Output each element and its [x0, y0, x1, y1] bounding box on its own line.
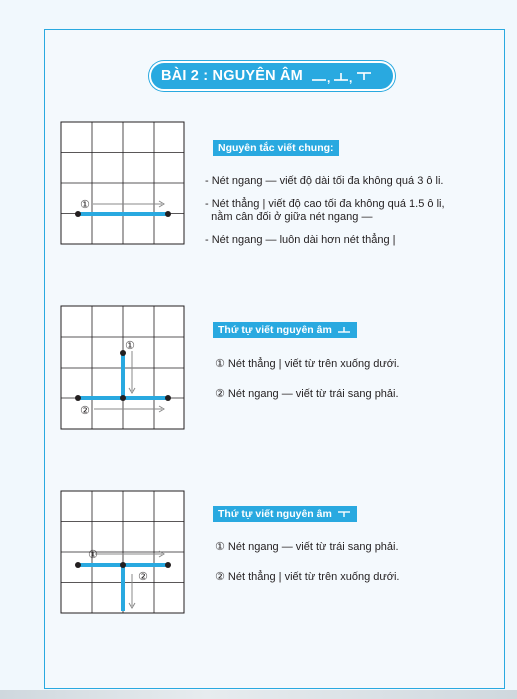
grid3-marker-1: ①	[88, 548, 98, 561]
grid-vowel-o	[60, 305, 186, 436]
vowel-o-icon	[336, 324, 352, 336]
bottom-strip	[0, 690, 517, 699]
grid2-marker-1: ①	[125, 339, 135, 352]
vowel-u-icon	[336, 508, 352, 520]
section1-line-3: nằm cân đối ở giữa nét ngang —	[205, 211, 373, 223]
section1-line-2: - Nét thẳng | viết độ cao tối đa không quá 1.5 ô li,	[205, 198, 445, 210]
grid3-marker-2: ②	[138, 570, 148, 583]
section1-line-1: - Nét ngang — viết độ dài tối đa không quá 3 ô li.	[205, 175, 444, 187]
section2-header-text: Thứ tự viết nguyên âm	[218, 324, 332, 336]
title-separator-1: ,	[326, 71, 331, 85]
lesson-title: BÀI 2 : NGUYÊN ÂM	[161, 68, 303, 84]
section2-line-2: ② Nét ngang — viết từ trái sang phải.	[215, 388, 399, 400]
section3-header	[213, 506, 357, 522]
grid1-marker: ①	[80, 198, 90, 211]
grid-vowel-u	[60, 490, 186, 619]
section2-header	[213, 322, 357, 338]
section2-line-1: ① Nét thẳng | viết từ trên xuống dưới.	[215, 358, 400, 370]
section3-header-text: Thứ tự viết nguyên âm	[218, 508, 332, 520]
section1-header-text: Nguyên tắc viết chung:	[218, 142, 334, 154]
section3-line-2: ② Nét thẳng | viết từ trên xuống dưới.	[215, 571, 400, 583]
section1-header	[213, 140, 339, 156]
section1-line-4: - Nét ngang — luôn dài hơn nét thẳng |	[205, 234, 396, 246]
vowel-glyphs-icon	[310, 67, 380, 85]
lesson-title-banner	[149, 61, 395, 91]
grid2-marker-2: ②	[80, 404, 90, 417]
section3-line-1: ① Nét ngang — viết từ trái sang phải.	[215, 541, 399, 553]
grid-horizontal-stroke	[60, 121, 186, 250]
title-separator-2: ,	[348, 71, 353, 85]
